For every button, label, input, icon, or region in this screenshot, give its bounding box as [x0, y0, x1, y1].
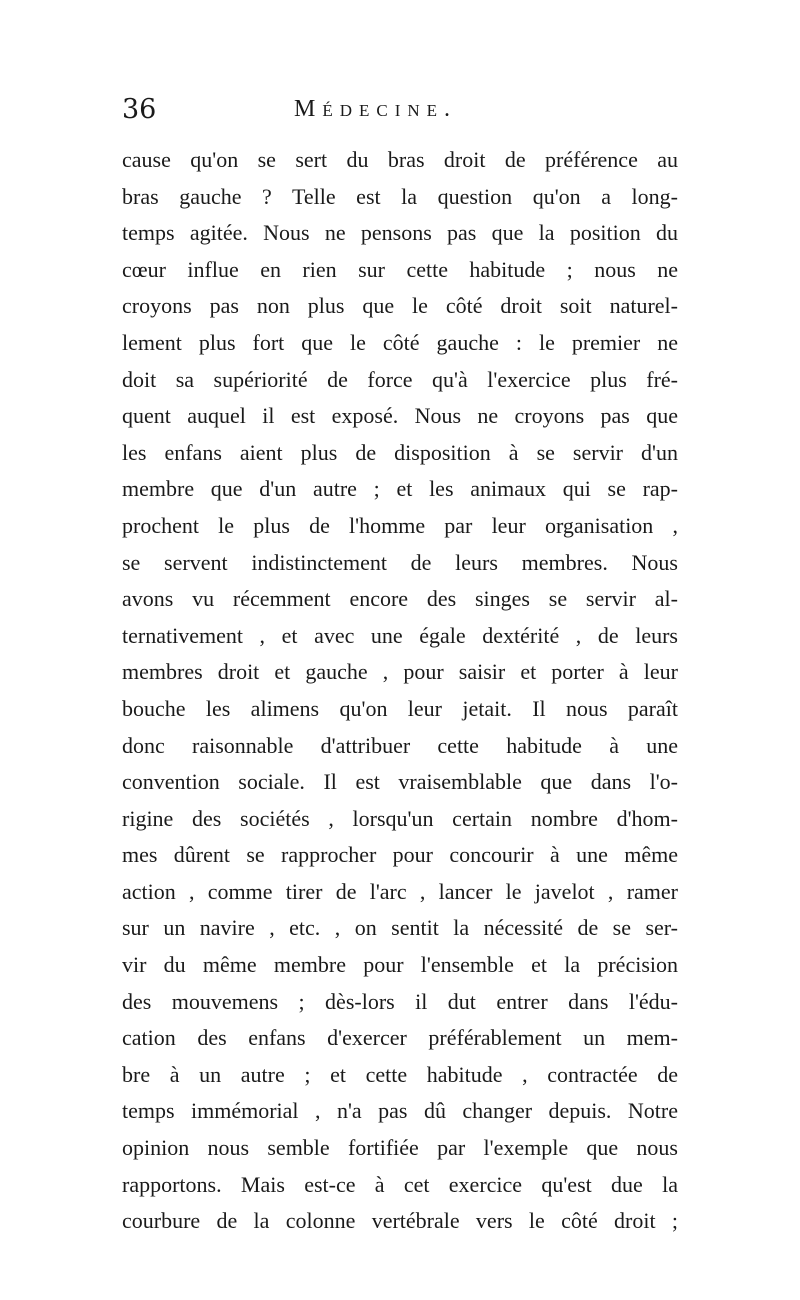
text-line: ternativement , et avec une égale dextérité , de leurs: [122, 622, 678, 648]
text-line: doit sa supériorité de force qu'à l'exercice plus fré-: [122, 366, 678, 392]
text-line: rigine des sociétés , lorsqu'un certain nombre d'hom-: [122, 805, 678, 831]
text-line: les enfans aient plus de disposition à se servir d'un: [122, 439, 678, 465]
text-line: bre à un autre ; et cette habitude , contractée de: [122, 1061, 678, 1087]
text-line: avons vu récemment encore des singes se servir al-: [122, 586, 678, 612]
text-line: courbure de la colonne vertébrale vers le côté droit ;: [122, 1208, 678, 1234]
text-line: lement plus fort que le côté gauche : le premier ne: [122, 329, 678, 355]
text-line: des mouvemens ; dès-lors il dut entrer dans l'édu-: [122, 988, 678, 1014]
text-line: membres droit et gauche , pour saisir et porter à leur: [122, 659, 678, 685]
text-line: bras gauche ? Telle est la question qu'on a long-: [122, 183, 678, 209]
text-line: opinion nous semble fortifiée par l'exemple que nous: [122, 1135, 678, 1161]
page-header: [122, 94, 682, 134]
text-line: temps immémorial , n'a pas dû changer depuis. Notre: [122, 1098, 678, 1124]
text-line: prochent le plus de l'homme par leur organisation ,: [122, 512, 678, 538]
body-text: [122, 142, 678, 1240]
text-line: temps agitée. Nous ne pensons pas que la position du: [122, 220, 678, 246]
text-line: membre que d'un autre ; et les animaux qui se rap-: [122, 476, 678, 502]
running-title: Médecine.: [294, 96, 458, 122]
text-line: sur un navire , etc. , on sentit la nécessité de se ser-: [122, 915, 678, 941]
text-line: vir du même membre pour l'ensemble et la précision: [122, 952, 678, 978]
text-line: mes dûrent se rapprocher pour concourir à une même: [122, 842, 678, 868]
text-line: action , comme tirer de l'arc , lancer le javelot , ramer: [122, 878, 678, 904]
page-number: 36: [122, 94, 157, 125]
text-line: cation des enfans d'exercer préférablement un mem-: [122, 1025, 678, 1051]
text-line: quent auquel il est exposé. Nous ne croyons pas que: [122, 403, 678, 429]
text-line: convention sociale. Il est vraisemblable que dans l'o-: [122, 769, 678, 795]
text-line: rapportons. Mais est-ce à cet exercice qu'est due la: [122, 1171, 678, 1197]
text-line: croyons pas non plus que le côté droit soit naturel-: [122, 293, 678, 319]
text-line: bouche les alimens qu'on leur jetait. Il nous paraît: [122, 695, 678, 721]
text-line: donc raisonnable d'attribuer cette habitude à une: [122, 732, 678, 758]
text-line: se servent indistinctement de leurs membres. Nous: [122, 549, 678, 575]
text-line: cœur influe en rien sur cette habitude ; nous ne: [122, 256, 678, 282]
text-line: cause qu'on se sert du bras droit de préférence au: [122, 147, 678, 172]
